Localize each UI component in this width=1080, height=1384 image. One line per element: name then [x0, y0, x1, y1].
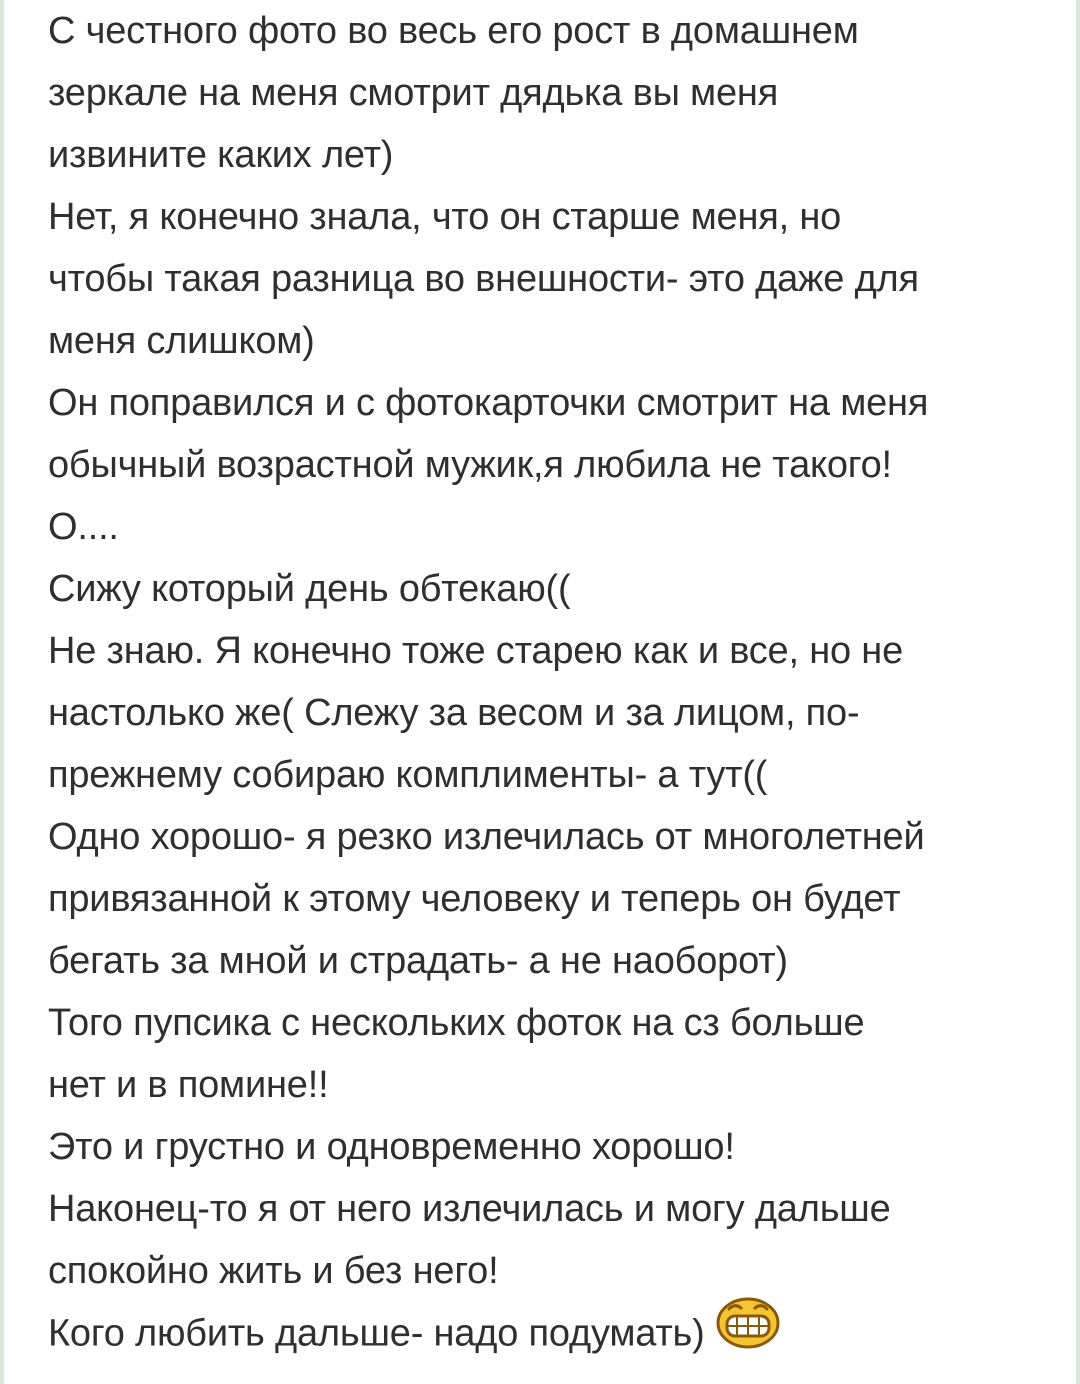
post-line: Нет, я конечно знала, что он старше меня, но	[48, 196, 842, 238]
post-line: привязанной к этому человеку и теперь он будет	[48, 878, 901, 920]
post-body	[48, 0, 1048, 1369]
post-line: Одно хорошо- я резко излечилась от многолетней	[48, 816, 925, 858]
right-border	[1076, 0, 1080, 1384]
post-line: настолько же( Слежу за весом и за лицом, по-	[48, 692, 860, 734]
post-line: Сижу который день обтекаю((	[48, 568, 571, 610]
post-line: С честного фото во весь его рост в домашнем	[48, 10, 859, 52]
post-line: бегать за мной и страдать- а не наоборот)	[48, 940, 788, 982]
post-line: прежнему собираю комплименты- а тут((	[48, 754, 768, 796]
post-line: Это и грустно и одновременно хорошо!	[48, 1126, 735, 1168]
post-line: меня слишком)	[48, 320, 315, 362]
post-line: извините каких лет)	[48, 134, 394, 176]
post-line: О....	[48, 506, 119, 548]
post-line: Того пупсика с нескольких фоток на сз больше	[48, 1002, 865, 1044]
post-line: Не знаю. Я конечно тоже старею как и все, но не	[48, 630, 904, 672]
post-line-text: Кого любить дальше- надо подумать)	[48, 1312, 705, 1355]
post-line: Наконец-то я от него излечилась и могу дальше	[48, 1188, 891, 1230]
grinning-face-icon	[715, 1294, 781, 1369]
left-border	[0, 0, 4, 1384]
post-line: нет и в помине!!	[48, 1064, 329, 1106]
post-line-last	[48, 1302, 1048, 1369]
post-line: спокойно жить и без него!	[48, 1250, 499, 1292]
post-line: обычный возрастной мужик,я любила не такого!	[48, 444, 892, 486]
post-line: чтобы такая разница во внешности- это даже для	[48, 258, 919, 300]
post-line: Он поправился и с фотокарточки смотрит на меня	[48, 382, 929, 424]
post-line: зеркале на меня смотрит дядька вы меня	[48, 72, 779, 114]
